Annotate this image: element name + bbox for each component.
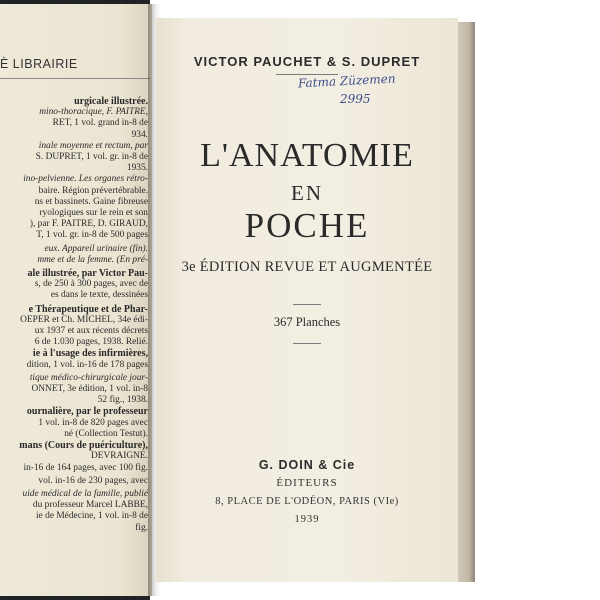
left-text-line: DEVRAIGNE. [90, 451, 148, 462]
left-text-line: 934. [131, 129, 148, 140]
left-text-line: baire. Région prévertébrable. [38, 185, 148, 196]
planches-rule-bottom [293, 343, 321, 344]
title-line-3: POCHE [244, 206, 370, 245]
edition-statement: 3e ÉDITION REVUE ET AUGMENTÉE [181, 259, 433, 275]
left-text-line: s, de 250 à 300 pages, avec de [34, 279, 148, 290]
publisher-role: ÉDITEURS [276, 477, 338, 489]
left-text-line: ino-pelvienne. Les organes rétro- [23, 174, 148, 185]
left-text-line: tique médico-chirurgicale jour- [29, 372, 148, 383]
left-text-line: inale moyenne et rectum, par [38, 140, 148, 151]
left-header-rule [0, 78, 150, 79]
planches-count: 367 Planches [273, 315, 341, 329]
page-edges [455, 22, 475, 582]
left-text-line: es dans le texte, dessinées [50, 290, 148, 301]
left-text-line: uide médical de la famille, publié [22, 488, 148, 499]
left-text-line: mme et de la femme. (En pré- [37, 254, 148, 265]
left-text-line: ryologiques sur le rein et son [39, 208, 148, 219]
left-page-text [0, 96, 152, 534]
left-text-line: urgicale illustrée. [74, 96, 148, 107]
publisher-address: 8, PLACE DE L'ODÉON, PARIS (VIe) [215, 496, 399, 507]
left-text-line: eux. Appareil urinaire (fin). [44, 243, 148, 254]
left-text-line: ie de Médecine, 1 vol. in-8 de [36, 511, 148, 522]
left-text-line: né (Collection Testut). [64, 428, 148, 439]
left-text-line: RET, 1 vol. grand in-8 de [52, 118, 148, 129]
left-text-line: ux 1937 et aux récents décrets [34, 326, 148, 337]
authors: VICTOR PAUCHET & S. DUPRET [193, 54, 421, 69]
left-text-line: OEPER et Ch. MICHEL, 34e édi- [20, 314, 148, 325]
title-line-1: L'ANATOMIE [200, 137, 414, 174]
left-text-line: ournalière, par le professeur [26, 406, 148, 418]
left-text-line: mans (Cours de puériculture), [19, 440, 148, 452]
left-text-line: dition, 1 vol. in-16 de 178 pages [26, 359, 148, 370]
left-text-line: ale illustrée, par Victor Pau- [27, 268, 148, 280]
left-page-header: È LIBRAIRIE [0, 57, 78, 71]
handwritten-name: Fatma Züzemen [297, 71, 396, 91]
left-text-line: 1 vol. in-8 de 820 pages avec [38, 417, 148, 428]
planches-rule-top [293, 304, 321, 305]
left-text-line: ONNET, 3e édition, 1 vol. in-8 [31, 384, 148, 395]
left-text-line: in-16 de 164 pages, avec 100 fig. [23, 462, 148, 473]
left-text-line: ), par F. PAITRE, D. GIRAUD, [29, 219, 148, 230]
left-text-line: fig. [135, 522, 148, 533]
left-text-line: vol. in-16 de 230 pages, avec [38, 475, 148, 486]
publication-year: 1939 [294, 514, 320, 525]
left-text-line: S. DUPRET, 1 vol. gr. in-8 de [35, 152, 148, 163]
title-page [156, 18, 458, 582]
handwritten-number: 2995 [340, 92, 371, 106]
left-text-line: 6 de 1.030 pages, 1938. Relié. [34, 337, 148, 348]
left-text-line: ns et bassinets. Gaine fibreuse [34, 196, 148, 207]
left-text-line: 52 fig., 1938. [97, 395, 148, 406]
publisher-name: G. DOIN & Cie [258, 458, 356, 472]
left-text-line: ie à l'usage des infirmières, [32, 348, 148, 360]
left-text-line: mino-thoracique, F. PAITRE, [39, 107, 148, 118]
left-text-line: T, 1 vol. gr. in-8 de 500 pages [36, 230, 148, 241]
left-text-line: e Thérapeutique et de Phar- [28, 303, 148, 315]
left-text-line: 1935. [126, 163, 148, 174]
title-line-2: EN [291, 181, 323, 205]
left-page [0, 4, 152, 596]
left-text-line: du professeur Marcel LABBÉ, [32, 500, 148, 511]
